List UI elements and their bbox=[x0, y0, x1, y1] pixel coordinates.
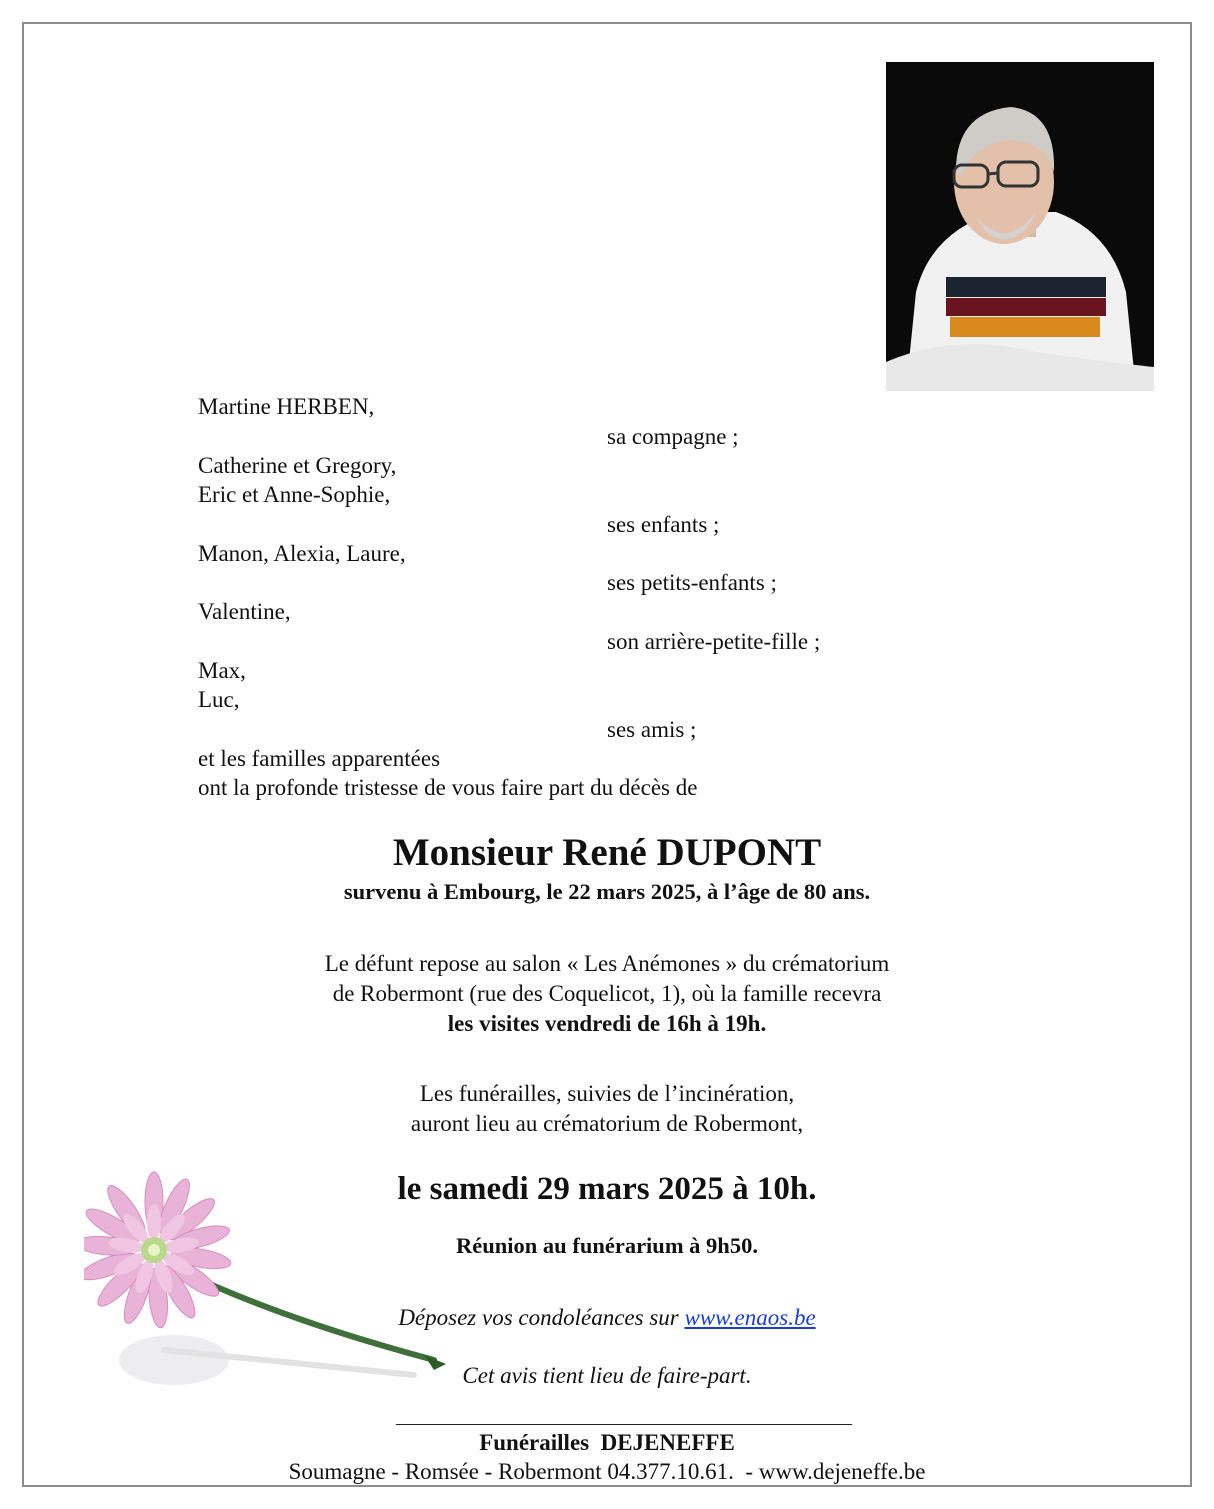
funeral-company-address: Soumagne - Romsée - Robermont 04.377.10.61. - www.dejeneffe.be bbox=[288, 1459, 926, 1484]
condolences-link[interactable]: www.enaos.be bbox=[684, 1305, 816, 1330]
condolences-line bbox=[22, 1303, 1192, 1333]
reunion-time: Réunion au funérarium à 9h50. bbox=[456, 1233, 758, 1258]
family-line-6: Manon, Alexia, Laure, bbox=[198, 541, 406, 566]
family-line-9: son arrière-petite-fille ; bbox=[607, 629, 821, 654]
family-line-14: ont la profonde tristesse de vous faire part du décès de bbox=[198, 775, 698, 800]
visitation-line-2: de Robermont (rue des Coquelicot, 1), où la famille recevra bbox=[332, 981, 882, 1006]
visitation-hours: les visites vendredi de 16h à 19h. bbox=[447, 1011, 767, 1036]
family-line-1: Martine HERBEN, bbox=[198, 394, 375, 419]
funeral-date: le samedi 29 mars 2025 à 10h. bbox=[397, 1171, 817, 1207]
visitation-line-1: Le défunt repose au salon « Les Anémones » du crématorium bbox=[324, 951, 890, 976]
family-line-3: Catherine et Gregory, bbox=[198, 453, 397, 478]
deceased-name: Monsieur René DUPONT bbox=[392, 831, 822, 874]
family-line-7: ses petits-enfants ; bbox=[607, 570, 777, 595]
family-line-5: ses enfants ; bbox=[607, 512, 720, 537]
funeral-paragraph bbox=[22, 1079, 1192, 1139]
funeral-line-1: Les funérailles, suivies de l’incinération, bbox=[419, 1081, 795, 1106]
notice-line: Cet avis tient lieu de faire-part. bbox=[462, 1363, 752, 1388]
family-line-11: Luc, bbox=[198, 687, 240, 712]
visitation-paragraph bbox=[22, 949, 1192, 1039]
family-line-4: Eric et Anne-Sophie, bbox=[198, 482, 391, 507]
family-line-8: Valentine, bbox=[198, 599, 291, 624]
funeral-line-2: auront lieu au crématorium de Robermont, bbox=[410, 1111, 804, 1136]
funeral-company-name: Funérailles DEJENEFFE bbox=[479, 1430, 735, 1455]
family-line-13: et les familles apparentées bbox=[198, 746, 441, 771]
portrait-photo bbox=[886, 62, 1154, 391]
family-line-12: ses amis ; bbox=[607, 717, 697, 742]
deceased-details: survenu à Embourg, le 22 mars 2025, à l’âge de 80 ans. bbox=[343, 879, 871, 904]
family-line-10: Max, bbox=[198, 658, 246, 683]
footer-divider bbox=[396, 1424, 852, 1425]
family-line-2: sa compagne ; bbox=[607, 424, 739, 449]
condolences-text: Déposez vos condoléances sur bbox=[398, 1305, 685, 1330]
